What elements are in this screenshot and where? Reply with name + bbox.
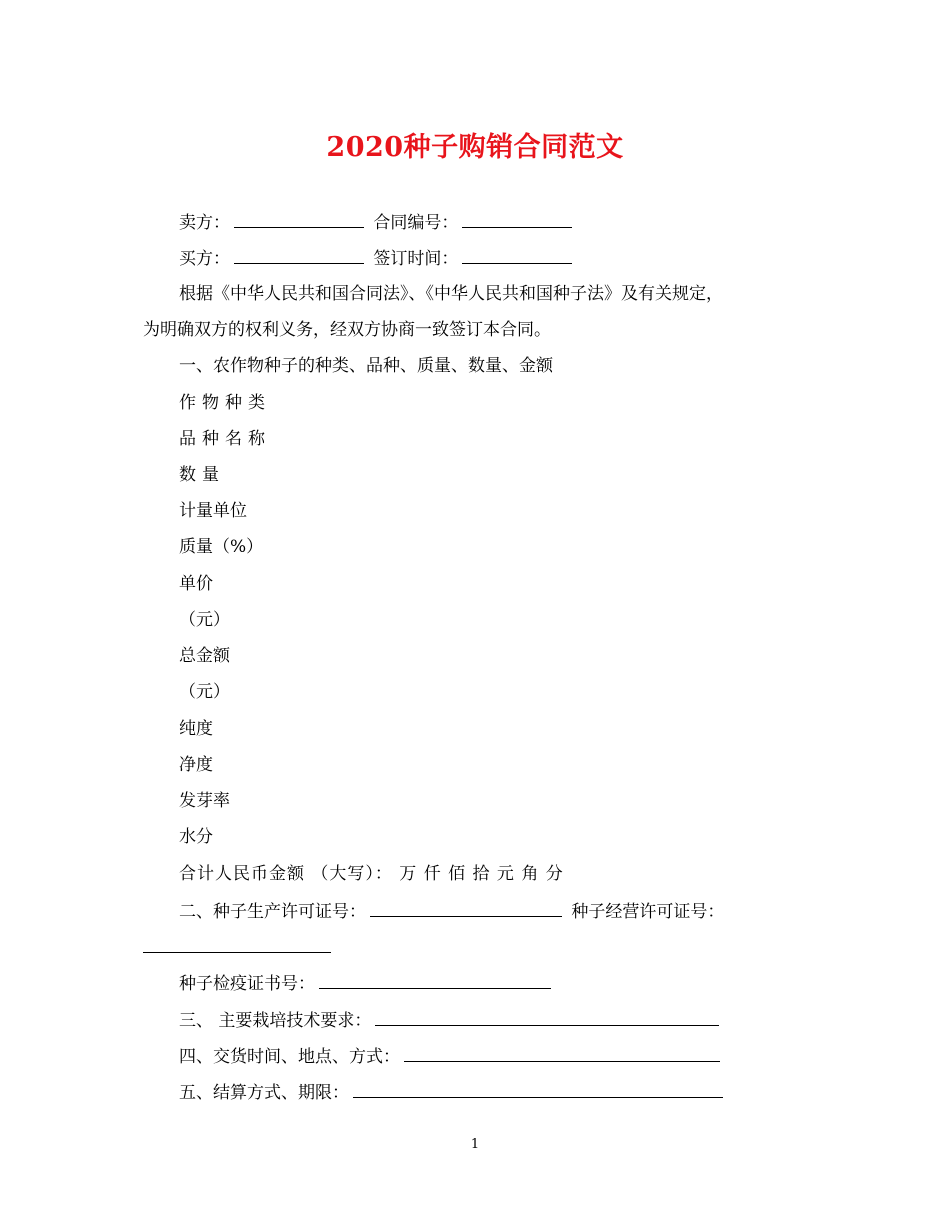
intro-line-1: 根据《中华人民共和国合同法》、《中华人民共和国种子法》及有关规定， (179, 284, 723, 304)
section-1-heading: 一、农作物种子的种类、品种、质量、数量、金额 (179, 356, 553, 376)
item-cleanliness: 净度 (179, 755, 213, 775)
item-yuan-1: （元） (179, 610, 230, 630)
business-license-label: 种子经营许可证号： (571, 902, 725, 922)
item-total-amount: 总金额 (179, 646, 230, 666)
item-unit-price: 单价 (179, 574, 213, 594)
intro-line-2: 为明确双方的权利义务，经双方协商一致签订本合同。 (143, 320, 551, 340)
item-crop-type: 作物种类 (179, 393, 271, 413)
section-5-label: 五、结算方式、期限： (179, 1083, 349, 1103)
page-number: 1 (470, 1137, 480, 1152)
seller-line (179, 209, 576, 235)
item-quality: 质量（%） (179, 537, 264, 557)
seller-label: 卖方： (179, 213, 230, 233)
buyer-blank (234, 245, 364, 264)
section-3-line (179, 1007, 723, 1033)
section-5-line (179, 1079, 727, 1105)
section-4-label: 四、交货时间、地点、方式： (179, 1047, 400, 1067)
document-title: 2020种子购销合同范文 (326, 132, 624, 163)
item-quantity: 数量 (179, 465, 225, 485)
section-3-blank (375, 1007, 719, 1026)
sign-time-label: 签订时间： (373, 249, 459, 269)
item-germination-rate: 发芽率 (179, 791, 230, 811)
item-purity: 纯度 (179, 719, 213, 739)
item-yuan-2: （元） (179, 682, 230, 702)
contract-no-label: 合同编号： (373, 213, 459, 233)
section-3-label: 三、 主要栽培技术要求： (179, 1011, 372, 1031)
item-unit: 计量单位 (179, 501, 247, 521)
section-2-line (179, 898, 724, 924)
total-amount-line: 合计人民币金额 （大写）： 万 仟 佰 拾 元 角 分 (179, 864, 564, 884)
item-variety-name: 品种名称 (179, 429, 271, 449)
quarantine-line (179, 970, 555, 996)
business-license-blank (143, 934, 331, 953)
seller-blank (234, 209, 364, 228)
buyer-line (179, 245, 576, 271)
section-4-line (179, 1043, 724, 1069)
item-moisture: 水分 (179, 827, 213, 847)
section-5-blank (353, 1079, 723, 1098)
sign-time-blank (462, 245, 572, 264)
business-license-line (143, 934, 335, 960)
production-license-label: 二、种子生产许可证号： (179, 902, 366, 922)
contract-no-blank (462, 209, 572, 228)
quarantine-label: 种子检疫证书号： (179, 974, 315, 994)
section-4-blank (404, 1043, 720, 1062)
production-license-blank (370, 898, 562, 917)
quarantine-blank (319, 970, 551, 989)
buyer-label: 买方： (179, 249, 230, 269)
